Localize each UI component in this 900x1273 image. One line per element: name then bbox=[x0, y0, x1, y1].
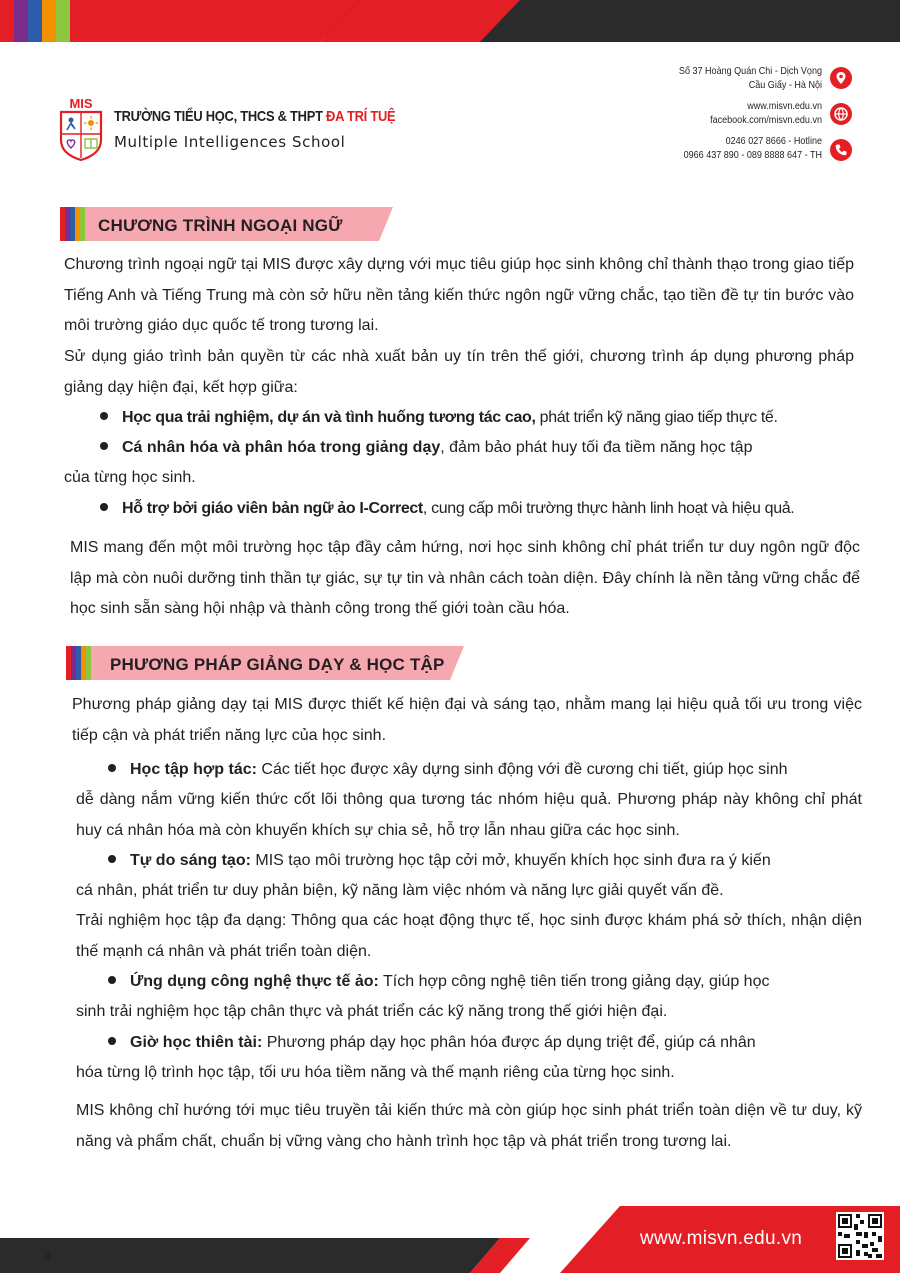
section-heading-foreign-language bbox=[60, 207, 395, 241]
phone-icon bbox=[830, 139, 852, 161]
web-globe-icon bbox=[830, 103, 852, 125]
section1-intro2: Sử dụng giáo trình bản quyền từ các nhà xuất bản uy tín trên thế giới, chương trình áp dụng phương pháp giảng dạy hiện đại, kết hợp giữa: bbox=[64, 348, 854, 396]
contact-info bbox=[582, 64, 822, 169]
list-item-continuation: sinh trải nghiệm học tập chân thực và phát triển các kỹ năng trong thế giới hiện đại. bbox=[76, 1003, 668, 1020]
school-name-highlight: ĐA TRÍ TUỆ bbox=[326, 108, 396, 125]
list-item: Giờ học thiên tài: Phương pháp dạy học phân hóa được áp dụng triệt để, giúp cá nhân bbox=[108, 1028, 756, 1059]
hotline-text: 0246 027 8666 - Hotline bbox=[725, 135, 822, 147]
section2-experience: Trải nghiệm học tập đa dạng: Thông qua các hoạt động thực tế, học sinh được khám phá sở thích, nhận diện thế mạnh cá nhân và phát triển toàn diện. bbox=[76, 912, 862, 960]
mis-shield-logo bbox=[58, 96, 104, 162]
section-heading-teaching-methods bbox=[66, 646, 466, 680]
section-title: CHƯƠNG TRÌNH NGOẠI NGỮ bbox=[98, 216, 343, 235]
list-item: Tự do sáng tạo: MIS tạo môi trường học tập cởi mở, khuyến khích học sinh đưa ra ý kiến bbox=[108, 846, 771, 877]
school-logo-block bbox=[58, 96, 398, 166]
rainbow-bars bbox=[60, 207, 85, 241]
qr-code-icon[interactable] bbox=[836, 1212, 884, 1260]
footer-website-link[interactable]: www.misvn.edu.vn bbox=[640, 1228, 803, 1249]
list-item: Hỗ trợ bởi giáo viên bản ngữ ảo I-Correct, cung cấp môi trường thực hành linh hoạt và hiệu quả. bbox=[100, 494, 794, 525]
facebook-link[interactable]: facebook.com/misvn.edu.vn bbox=[710, 114, 822, 126]
list-item-continuation: dễ dàng nắm vững kiến thức cốt lõi thông qua tương tác nhóm hiệu quả. Phương pháp này không chỉ phát huy cá nhân hóa mà còn khuyến khích sự chia sẻ, hỗ trợ lẫn nhau giữa các học sinh. bbox=[76, 791, 862, 839]
list-item-continuation: hóa từng lộ trình học tập, tối ưu hóa tiềm năng và thế mạnh riêng của từng học sinh. bbox=[76, 1064, 675, 1081]
list-item-continuation: cá nhân, phát triển tư duy phản biện, kỹ năng làm việc nhóm và năng lực giải quyết vấn đề. bbox=[76, 882, 724, 899]
list-item: Học qua trải nghiệm, dự án và tình huống tương tác cao, phát triển kỹ năng giao tiếp thực tế. bbox=[100, 403, 778, 434]
address-group bbox=[616, 64, 822, 92]
web-group bbox=[616, 99, 822, 127]
phone-numbers: 0966 437 890 - 089 8888 647 - TH bbox=[683, 149, 822, 161]
logo-text: MIS bbox=[69, 96, 93, 111]
list-item: Ứng dụng công nghệ thực tế ảo: Tích hợp công nghệ tiên tiến trong giảng dạy, giúp học bbox=[108, 967, 769, 998]
list-item: Cá nhân hóa và phân hóa trong giảng dạy, đảm bảo phát huy tối đa tiềm năng học tập bbox=[100, 433, 752, 464]
address-line-1: Số 37 Hoàng Quán Chi - Dịch Vọng bbox=[678, 65, 822, 77]
section1-closing: MIS mang đến một môi trường học tập đầy cảm hứng, nơi học sinh không chỉ phát triển tư duy ngôn ngữ độc lập mà còn nuôi dưỡng tinh thần tự giác, sự tự tin và nhân cách toàn diện. Đây chính là nền tảng vững chắc để học sinh sẵn sàng hội nhập và thành công trong thế giới toàn cầu hóa. bbox=[70, 539, 860, 617]
section2-closing: MIS không chỉ hướng tới mục tiêu truyền tải kiến thức mà còn giúp học sinh phát triển toàn diện về tư duy, kỹ năng và phẩm chất, chuẩn bị vững vàng cho hành trình học tập và phát triển trong tương lai. bbox=[76, 1102, 862, 1150]
list-item-continuation: của từng học sinh. bbox=[64, 469, 196, 486]
list-item: Học tập hợp tác: Các tiết học được xây dựng sinh động với đề cương chi tiết, giúp học sinh bbox=[108, 755, 788, 786]
address-line-2: Cầu Giấy - Hà Nội bbox=[748, 79, 822, 91]
page-number: 4 bbox=[44, 1249, 52, 1264]
section-title: PHƯƠNG PHÁP GIẢNG DẠY & HỌC TẬP bbox=[110, 655, 445, 674]
website-link[interactable]: www.misvn.edu.vn bbox=[747, 100, 822, 112]
location-pin-icon bbox=[830, 67, 852, 89]
section2-intro: Phương pháp giảng dạy tại MIS được thiết kế hiện đại và sáng tạo, nhằm mang lại hiệu quả tối ưu trong việc tiếp cận và phát triển năng lực của học sinh. bbox=[72, 696, 862, 744]
school-subtitle: Multiple Intelligences School bbox=[114, 133, 346, 151]
section1-intro: Chương trình ngoại ngữ tại MIS được xây dựng với mục tiêu giúp học sinh không chỉ thành thạo trong giao tiếp Tiếng Anh và Tiếng Trung mà còn sở hữu nền tảng kiến thức ngôn ngữ vững chắc, tạo tiền đề tự tin bước vào môi trường giáo dục quốc tế trong tương lai. bbox=[64, 256, 854, 334]
top-decoration-bar bbox=[0, 0, 900, 42]
rainbow-bars bbox=[66, 646, 91, 680]
school-name: TRƯỜNG TIỂU HỌC, THCS & THPT ĐA TRÍ TUỆ bbox=[114, 108, 396, 125]
phone-group bbox=[616, 134, 822, 162]
